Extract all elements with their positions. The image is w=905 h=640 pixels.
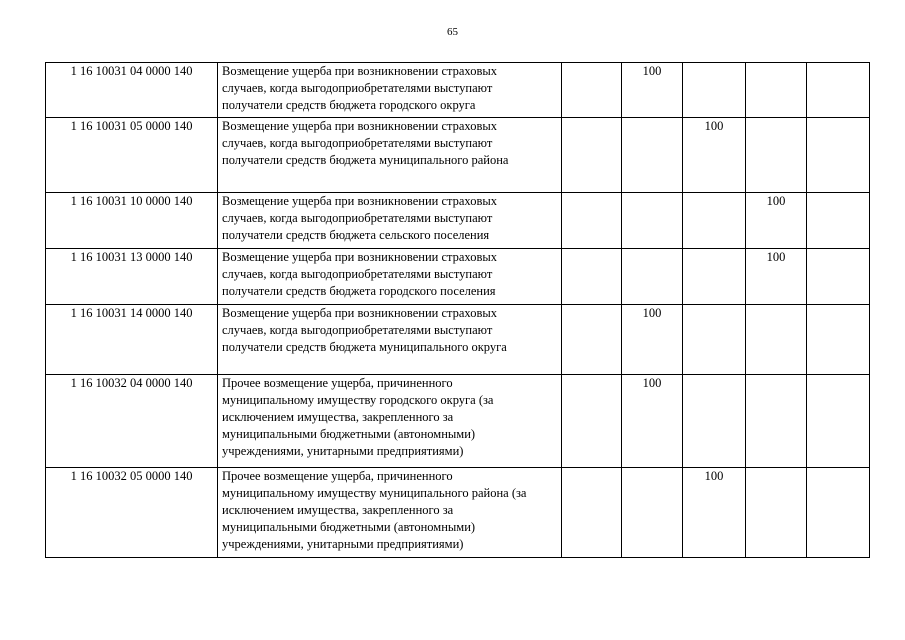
normative-value-cell-3: 100 — [683, 468, 746, 558]
normative-value-cell-4: 100 — [746, 249, 807, 305]
revenue-name-line: получатели средств бюджета сельского поселения — [222, 228, 490, 242]
normative-value-cell-2 — [622, 468, 683, 558]
revenue-name-line: получатели средств бюджета муниципального округа — [222, 340, 507, 354]
normative-value-cell-2 — [622, 249, 683, 305]
revenue-name-line: случаев, когда выгодоприобретателями выступают — [222, 267, 493, 281]
normative-value-cell-5 — [807, 249, 870, 305]
normative-value-cell-5 — [807, 375, 870, 468]
revenue-name-line: учреждениями, унитарными предприятиями) — [222, 537, 464, 551]
revenue-name-line: случаев, когда выгодоприобретателями выступают — [222, 211, 493, 225]
normative-value-cell-4: 100 — [746, 193, 807, 249]
revenue-name-line: получатели средств бюджета муниципального района — [222, 153, 509, 167]
revenue-name-line: муниципальному имуществу муниципального района (за — [222, 486, 527, 500]
normative-value-cell-1 — [562, 305, 622, 375]
revenue-name-line: Прочее возмещение ущерба, причиненного — [222, 469, 453, 483]
table-row — [46, 305, 870, 375]
table-row — [46, 193, 870, 249]
budget-revenue-table — [45, 62, 870, 558]
normative-value-cell-3 — [683, 193, 746, 249]
revenue-name-line: муниципальными бюджетными (автономными) — [222, 427, 476, 441]
revenue-name-line: случаев, когда выгодоприобретателями выступают — [222, 81, 493, 95]
normative-value-cell-4 — [746, 468, 807, 558]
revenue-name-line: учреждениями, унитарными предприятиями) — [222, 444, 464, 458]
revenue-name-cell — [218, 118, 562, 193]
normative-value-cell-2: 100 — [622, 63, 683, 118]
normative-value-cell-2 — [622, 193, 683, 249]
normative-value-cell-3 — [683, 375, 746, 468]
revenue-name-line: исключением имущества, закрепленного за — [222, 410, 454, 424]
revenue-name-line: Возмещение ущерба при возникновении страховых — [222, 119, 497, 133]
page-number: 65 — [447, 26, 458, 38]
normative-value-cell-1 — [562, 193, 622, 249]
table-row — [46, 249, 870, 305]
normative-value-cell-1 — [562, 375, 622, 468]
revenue-name-line: Возмещение ущерба при возникновении страховых — [222, 306, 497, 320]
table-row — [46, 375, 870, 468]
revenue-code-cell: 1 16 10031 10 0000 140 — [46, 193, 218, 249]
revenue-code-cell: 1 16 10031 05 0000 140 — [46, 118, 218, 193]
normative-value-cell-3 — [683, 249, 746, 305]
revenue-name-line: Прочее возмещение ущерба, причиненного — [222, 376, 453, 390]
revenue-name-line: случаев, когда выгодоприобретателями выступают — [222, 136, 493, 150]
revenue-name-line: Возмещение ущерба при возникновении страховых — [222, 64, 497, 78]
revenue-name-line: Возмещение ущерба при возникновении страховых — [222, 250, 497, 264]
revenue-code-cell: 1 16 10031 13 0000 140 — [46, 249, 218, 305]
normative-value-cell-2: 100 — [622, 305, 683, 375]
normative-value-cell-5 — [807, 63, 870, 118]
normative-value-cell-1 — [562, 468, 622, 558]
revenue-name-line: муниципальными бюджетными (автономными) — [222, 520, 476, 534]
normative-value-cell-4 — [746, 305, 807, 375]
revenue-name-line: муниципальному имуществу городского округа (за — [222, 393, 494, 407]
revenue-code-cell: 1 16 10031 04 0000 140 — [46, 63, 218, 118]
normative-value-cell-4 — [746, 118, 807, 193]
normative-value-cell-1 — [562, 249, 622, 305]
normative-value-cell-4 — [746, 375, 807, 468]
normative-value-cell-3: 100 — [683, 118, 746, 193]
revenue-name-cell — [218, 375, 562, 468]
table-row — [46, 118, 870, 193]
revenue-code-cell: 1 16 10032 05 0000 140 — [46, 468, 218, 558]
revenue-code-cell: 1 16 10032 04 0000 140 — [46, 375, 218, 468]
normative-value-cell-2 — [622, 118, 683, 193]
revenue-name-cell — [218, 249, 562, 305]
revenue-name-cell — [218, 63, 562, 118]
revenue-name-line: получатели средств бюджета городского округа — [222, 98, 476, 112]
table-row — [46, 63, 870, 118]
normative-value-cell-5 — [807, 305, 870, 375]
revenue-name-line: получатели средств бюджета городского поселения — [222, 284, 496, 298]
normative-value-cell-1 — [562, 63, 622, 118]
normative-value-cell-5 — [807, 193, 870, 249]
revenue-name-line: исключением имущества, закрепленного за — [222, 503, 454, 517]
revenue-code-cell: 1 16 10031 14 0000 140 — [46, 305, 218, 375]
revenue-name-cell — [218, 305, 562, 375]
revenue-name-cell — [218, 468, 562, 558]
normative-value-cell-5 — [807, 118, 870, 193]
normative-value-cell-3 — [683, 305, 746, 375]
revenue-name-line: случаев, когда выгодоприобретателями выступают — [222, 323, 493, 337]
revenue-name-cell — [218, 193, 562, 249]
normative-value-cell-4 — [746, 63, 807, 118]
normative-value-cell-2: 100 — [622, 375, 683, 468]
normative-value-cell-1 — [562, 118, 622, 193]
normative-value-cell-5 — [807, 468, 870, 558]
revenue-name-line: Возмещение ущерба при возникновении страховых — [222, 194, 497, 208]
table-row — [46, 468, 870, 558]
normative-value-cell-3 — [683, 63, 746, 118]
